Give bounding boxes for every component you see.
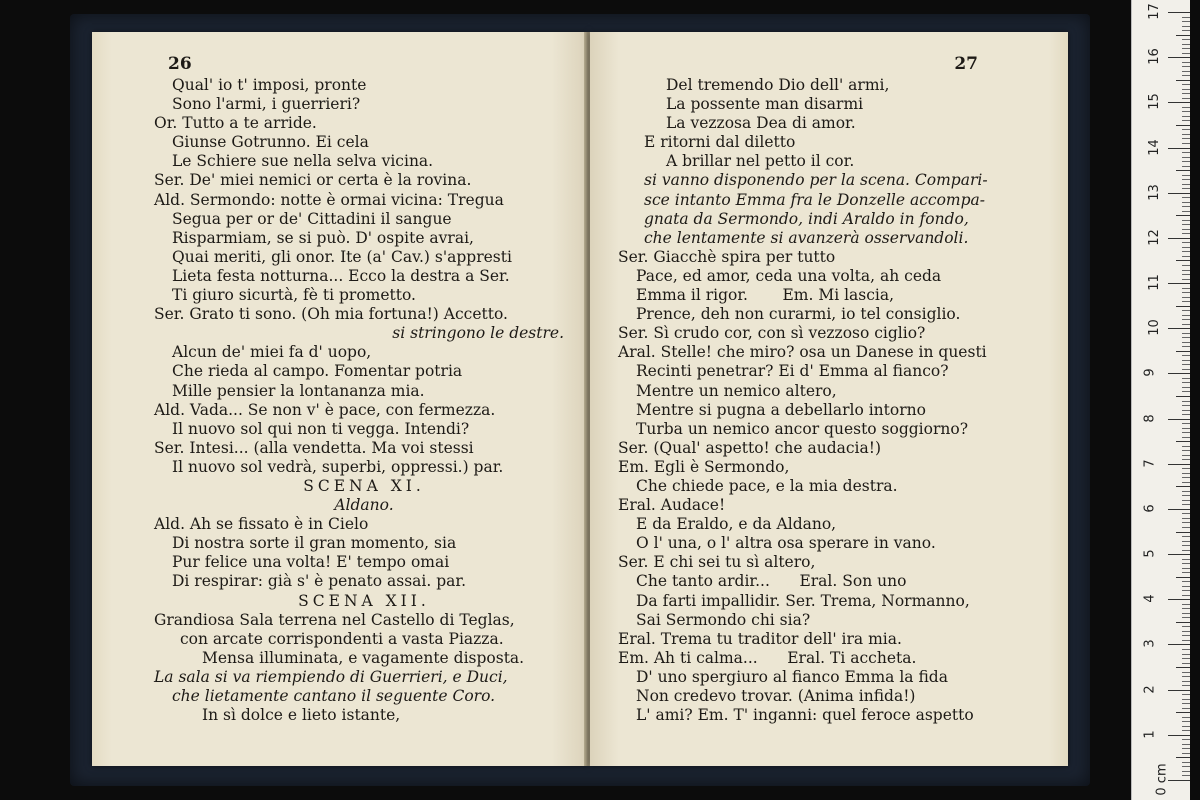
ruler-tick: [1182, 423, 1190, 424]
ruler-tick: [1182, 491, 1190, 492]
ruler-tick: [1182, 66, 1190, 67]
ruler-tick: [1182, 310, 1190, 311]
text-line: Aral. Stelle! che miro? osa un Danese in questi: [618, 343, 987, 362]
ruler-tick: [1176, 260, 1190, 261]
ruler-tick: [1182, 120, 1190, 121]
text-line: che lentamente si avanzerà osservandoli.: [644, 228, 969, 247]
ruler-tick: [1182, 572, 1190, 573]
right-page-text: [618, 76, 1058, 725]
text-line: Il nuovo sol qui non ti vegga. Intendi?: [172, 419, 470, 438]
text-line: Ser. E chi sei tu sì altero,: [618, 553, 816, 572]
text-line: Em. Egli è Sermondo,: [618, 457, 790, 476]
ruler-tick: [1182, 401, 1190, 402]
ruler-tick: [1176, 396, 1190, 397]
ruler-tick: [1182, 378, 1190, 379]
ruler-tick: [1182, 649, 1190, 650]
ruler-tick: [1182, 563, 1190, 564]
ruler-tick: [1182, 188, 1190, 189]
ruler-tick: [1182, 753, 1190, 754]
ruler-tick: [1182, 450, 1190, 451]
ruler-tick: [1168, 464, 1190, 465]
text-line: E da Eraldo, e da Aldano,: [636, 515, 837, 534]
ruler-tick: [1182, 626, 1190, 627]
ruler-tick: [1182, 541, 1190, 542]
ruler-tick: [1182, 98, 1190, 99]
ruler-tick: [1182, 211, 1190, 212]
ruler-tick: [1176, 80, 1190, 81]
text-line: Ser. (Qual' aspetto! che audacia!): [618, 438, 882, 457]
text-line: si vanno disponendo per la scena. Compari-: [644, 171, 988, 190]
text-line: Segua per or de' Cittadini il sangue: [172, 209, 452, 228]
ruler-tick: [1182, 581, 1190, 582]
text-line: Che tanto ardir... Eral. Son uno: [636, 572, 907, 591]
ruler-tick: [1182, 30, 1190, 31]
text-line: E ritorni dal diletto: [644, 133, 796, 152]
text-line: con arcate corrispondenti a vasta Piazza.: [180, 629, 504, 648]
ruler-tick: [1176, 351, 1190, 352]
ruler-tick: [1182, 179, 1190, 180]
ruler-tick: [1182, 500, 1190, 501]
text-line: Non credevo trovar. (Anima infida!): [636, 687, 916, 705]
ruler-tick: [1182, 414, 1190, 415]
ruler-label: 17: [1146, 3, 1162, 20]
ruler-tick: [1182, 775, 1190, 776]
ruler-label: 15: [1146, 93, 1162, 111]
ruler-tick: [1176, 577, 1190, 578]
ruler-tick: [1182, 473, 1190, 474]
ruler-tick: [1182, 346, 1190, 347]
ruler-tick: [1168, 690, 1190, 691]
ruler-tick: [1182, 166, 1190, 167]
ruler-label: 13: [1146, 183, 1162, 201]
text-line: Ser. Intesi... (alla vendetta. Ma voi stessi: [154, 438, 474, 457]
text-line: Eral. Trema tu traditor dell' ira mia.: [618, 629, 902, 648]
ruler-tick: [1182, 527, 1190, 528]
ruler-tick: [1182, 152, 1190, 153]
ruler-tick: [1182, 134, 1190, 135]
text-line: Di nostra sorte il gran momento, sia: [172, 534, 457, 553]
ruler-tick: [1182, 595, 1190, 596]
ruler-tick: [1182, 75, 1190, 76]
ruler-tick: [1182, 703, 1190, 704]
ruler-tick: [1182, 251, 1190, 252]
text-line: Mentre si pugna a debellarlo intorno: [636, 400, 926, 419]
text-line: Il nuovo sol vedrà, superbi, oppressi.) par.: [172, 457, 504, 476]
text-line: Che rieda al campo. Fomentar potria: [172, 362, 463, 381]
ruler-label: 12: [1146, 229, 1162, 246]
text-line: Recinti penetrar? Ei d' Emma al fianco?: [636, 362, 949, 381]
ruler-tick: [1168, 193, 1190, 194]
ruler-tick: [1182, 364, 1190, 365]
ruler-tick: [1182, 143, 1190, 144]
ruler-tick: [1182, 663, 1190, 664]
text-line: Ald. Vada... Se non v' è pace, con fermezza.: [154, 400, 496, 419]
ruler-tick: [1182, 224, 1190, 225]
ruler-tick: [1182, 48, 1190, 49]
ruler-label: 11: [1146, 274, 1162, 291]
ruler-tick: [1182, 197, 1190, 198]
ruler-tick: [1168, 644, 1190, 645]
ruler-tick: [1182, 107, 1190, 108]
ruler-tick: [1182, 161, 1190, 162]
ruler-tick: [1182, 175, 1190, 176]
ruler-tick: [1182, 522, 1190, 523]
ruler-tick: [1182, 337, 1190, 338]
ruler-tick: [1182, 391, 1190, 392]
ruler-tick: [1176, 35, 1190, 36]
ruler-tick: [1182, 726, 1190, 727]
ruler-tick: [1182, 586, 1190, 587]
text-line: Da farti impallidir. Ser. Trema, Normanno,: [636, 591, 970, 610]
text-line: Pur felice una volta! E' tempo omai: [172, 553, 450, 572]
text-line: SCENA XII.: [298, 591, 430, 610]
ruler-tick: [1182, 206, 1190, 207]
ruler-tick: [1168, 57, 1190, 58]
ruler-tick: [1176, 306, 1190, 307]
text-line: che lietamente cantano il seguente Coro.: [172, 687, 496, 705]
ruler-tick: [1182, 428, 1190, 429]
ruler-tick: [1182, 270, 1190, 271]
ruler-tick: [1176, 441, 1190, 442]
ruler-tick: [1176, 486, 1190, 487]
ruler-tick: [1182, 608, 1190, 609]
ruler-tick: [1182, 355, 1190, 356]
text-line: Mille pensier la lontananza mia.: [172, 381, 425, 400]
ruler-tick: [1182, 495, 1190, 496]
ruler-tick: [1176, 532, 1190, 533]
left-page: [92, 32, 588, 766]
ruler-tick: [1182, 62, 1190, 63]
ruler-tick: [1168, 509, 1190, 510]
ruler-tick: [1182, 468, 1190, 469]
text-line: L' ami? Em. T' inganni: quel feroce aspetto: [636, 706, 974, 725]
text-line: Mentre un nemico altero,: [636, 381, 837, 400]
ruler-tick: [1176, 622, 1190, 623]
ruler-tick: [1182, 504, 1190, 505]
ruler-tick: [1176, 125, 1190, 126]
ruler-tick: [1182, 324, 1190, 325]
ruler-tick: [1182, 545, 1190, 546]
ruler-tick: [1182, 550, 1190, 551]
ruler-tick: [1168, 328, 1190, 329]
ruler-tick: [1182, 279, 1190, 280]
ruler-tick: [1182, 84, 1190, 85]
ruler-tick: [1182, 410, 1190, 411]
ruler-tick: [1182, 256, 1190, 257]
ruler-tick: [1182, 229, 1190, 230]
ruler-tick: [1182, 242, 1190, 243]
ruler-tick: [1182, 382, 1190, 383]
text-line: Sai Sermondo chi sia?: [636, 610, 811, 629]
ruler-label: 3: [1142, 639, 1158, 649]
text-line: Le Schiere sue nella selva vicina.: [172, 152, 434, 171]
text-line: Giunse Gotrunno. Ei cela: [172, 133, 369, 152]
ruler-tick: [1182, 708, 1190, 709]
ruler-tick: [1182, 247, 1190, 248]
ruler-tick: [1182, 631, 1190, 632]
ruler-tick: [1176, 215, 1190, 216]
ruler-tick: [1182, 301, 1190, 302]
ruler-tick: [1182, 762, 1190, 763]
ruler-tick: [1182, 44, 1190, 45]
ruler-tick: [1182, 590, 1190, 591]
text-line: SCENA XI.: [303, 476, 425, 495]
ruler-tick: [1182, 21, 1190, 22]
ruler-tick: [1182, 437, 1190, 438]
text-line: La sala si va riempiendo di Guerrieri, e Duci,: [154, 667, 508, 686]
ruler-tick: [1168, 238, 1190, 239]
ruler-label: 6: [1142, 504, 1158, 513]
text-line: Quai meriti, gli onor. Ite (a' Cav.) s'appresti: [172, 247, 512, 266]
ruler-tick: [1182, 766, 1190, 767]
ruler-tick: [1182, 739, 1190, 740]
ruler-tick: [1182, 699, 1190, 700]
ruler-tick: [1182, 685, 1190, 686]
text-line: Aldano.: [334, 496, 394, 515]
text-line: gnata da Sermondo, indi Araldo in fondo,: [644, 209, 969, 228]
ruler-tick: [1182, 477, 1190, 478]
text-line: La possente man disarmi: [666, 95, 864, 114]
ruler-label: 5: [1142, 549, 1158, 558]
text-line: Di respirar: già s' è penato assai. par.: [172, 572, 467, 591]
page-number: 26: [168, 54, 192, 74]
ruler-tick: [1182, 111, 1190, 112]
text-line: Ser. De' miei nemici or certa è la rovina.: [154, 171, 472, 190]
measuring-ruler: [1131, 0, 1190, 800]
ruler-tick: [1182, 116, 1190, 117]
ruler-tick: [1182, 274, 1190, 275]
page-number: 27: [954, 54, 978, 74]
left-page-text: [154, 76, 574, 725]
ruler-tick: [1182, 482, 1190, 483]
ruler-tick: [1168, 599, 1190, 600]
ruler-tick: [1168, 735, 1190, 736]
text-line: Eral. Audace!: [618, 496, 726, 515]
ruler-tick: [1182, 360, 1190, 361]
ruler-tick: [1168, 12, 1190, 13]
ruler-tick: [1182, 184, 1190, 185]
ruler-tick: [1182, 635, 1190, 636]
text-line: Sono l'armi, i guerrieri?: [172, 95, 361, 114]
ruler-label: 4: [1142, 594, 1158, 603]
ruler-tick: [1182, 288, 1190, 289]
ruler-tick: [1182, 613, 1190, 614]
ruler-tick: [1182, 744, 1190, 745]
ruler-tick: [1182, 89, 1190, 90]
ruler-tick: [1182, 387, 1190, 388]
ruler-tick: [1182, 676, 1190, 677]
ruler-tick: [1182, 315, 1190, 316]
ruler-tick: [1176, 757, 1190, 758]
ruler-tick: [1182, 717, 1190, 718]
ruler-label: 16: [1146, 48, 1162, 65]
ruler-tick: [1182, 681, 1190, 682]
ruler-tick: [1182, 71, 1190, 72]
ruler-label: 0 cm: [1154, 763, 1170, 796]
text-line: Turba un nemico ancor questo soggiorno?: [636, 419, 969, 438]
text-line: Che chiede pace, e la mia destra.: [636, 476, 898, 495]
ruler-tick: [1182, 694, 1190, 695]
ruler-tick: [1182, 39, 1190, 40]
ruler-tick: [1182, 446, 1190, 447]
ruler-tick: [1182, 455, 1190, 456]
text-line: Em. Ah ti calma... Eral. Ti accheta.: [618, 648, 917, 667]
ruler-tick: [1182, 604, 1190, 605]
ruler-tick: [1182, 617, 1190, 618]
text-line: Ald. Ah se fissato è in Cielo: [154, 515, 369, 534]
ruler-tick: [1176, 712, 1190, 713]
ruler-tick: [1182, 369, 1190, 370]
text-line: Ser. Sì crudo cor, con sì vezzoso ciglio?: [618, 324, 926, 343]
ruler-tick: [1182, 129, 1190, 130]
text-line: Pace, ed amor, ceda una volta, ah ceda: [636, 266, 942, 285]
ruler-tick: [1182, 220, 1190, 221]
ruler-tick: [1182, 536, 1190, 537]
ruler-tick: [1182, 748, 1190, 749]
text-line: Del tremendo Dio dell' armi,: [666, 76, 890, 94]
ruler-tick: [1182, 17, 1190, 18]
ruler-tick: [1182, 292, 1190, 293]
ruler-tick: [1182, 138, 1190, 139]
ruler-tick: [1182, 432, 1190, 433]
ruler-tick: [1182, 518, 1190, 519]
ruler-tick: [1168, 148, 1190, 149]
ruler-tick: [1182, 730, 1190, 731]
text-line: O l' una, o l' altra osa sperare in vano.: [636, 534, 936, 553]
text-line: Emma il rigor. Em. Mi lascia,: [636, 286, 895, 305]
ruler-tick: [1182, 405, 1190, 406]
ruler-tick: [1182, 319, 1190, 320]
ruler-label: 1: [1142, 730, 1158, 739]
ruler-tick: [1168, 102, 1190, 103]
text-line: Mensa illuminata, e vagamente disposta.: [202, 648, 525, 667]
ruler-tick: [1168, 373, 1190, 374]
text-line: In sì dolce e lieto istante,: [202, 706, 401, 725]
text-line: D' uno spergiuro al fianco Emma la fida: [636, 667, 948, 686]
text-line: A brillar nel petto il cor.: [666, 152, 855, 171]
ruler-tick: [1182, 233, 1190, 234]
ruler-label: 8: [1142, 413, 1158, 423]
ruler-tick: [1182, 672, 1190, 673]
ruler-tick: [1182, 93, 1190, 94]
ruler-tick: [1168, 283, 1190, 284]
ruler-label: 2: [1142, 685, 1158, 694]
ruler-tick: [1182, 513, 1190, 514]
ruler-tick: [1182, 568, 1190, 569]
ruler-tick: [1182, 559, 1190, 560]
ruler-tick: [1182, 342, 1190, 343]
ruler-label: 9: [1142, 368, 1158, 378]
right-page: [590, 32, 1068, 766]
ruler-label: 7: [1142, 459, 1158, 468]
ruler-tick: [1176, 667, 1190, 668]
ruler-tick: [1182, 265, 1190, 266]
ruler-tick: [1182, 721, 1190, 722]
ruler-tick: [1182, 157, 1190, 158]
ruler-label: 14: [1146, 138, 1162, 156]
ruler-tick: [1182, 771, 1190, 772]
text-line: Qual' io t' imposi, pronte: [172, 76, 367, 94]
text-line: Ti giuro sicurtà, fè ti prometto.: [172, 286, 416, 305]
text-line: Ser. Grato ti sono. (Oh mia fortuna!) Accetto.: [154, 305, 508, 324]
ruler-tick: [1168, 780, 1190, 781]
ruler-tick: [1182, 654, 1190, 655]
ruler-tick: [1168, 554, 1190, 555]
text-line: Ser. Giacchè spira per tutto: [618, 247, 836, 266]
text-line: Lieta festa notturna... Ecco la destra a Ser.: [172, 266, 510, 285]
ruler-tick: [1182, 26, 1190, 27]
text-line: Ald. Sermondo: notte è ormai vicina: Tregua: [154, 190, 504, 209]
ruler-tick: [1182, 459, 1190, 460]
ruler-tick: [1182, 202, 1190, 203]
text-line: Prence, deh non curarmi, io tel consiglio.: [636, 305, 961, 324]
text-line: Alcun de' miei fa d' uopo,: [172, 343, 372, 362]
ruler-tick: [1182, 640, 1190, 641]
ruler-tick: [1176, 170, 1190, 171]
text-line: La vezzosa Dea di amor.: [666, 114, 856, 133]
ruler-tick: [1182, 53, 1190, 54]
text-line: sce intanto Emma fra le Donzelle accompa-: [644, 190, 985, 209]
text-line: Risparmiam, se si può. D' ospite avrai,: [172, 228, 474, 247]
ruler-label: 10: [1146, 319, 1162, 337]
ruler-tick: [1182, 297, 1190, 298]
text-line: Grandiosa Sala terrena nel Castello di Teglas,: [154, 610, 515, 629]
ruler-tick: [1168, 419, 1190, 420]
text-line: si stringono le destre.: [392, 324, 564, 343]
ruler-tick: [1182, 658, 1190, 659]
text-line: Or. Tutto a te arride.: [154, 114, 317, 133]
ruler-tick: [1182, 333, 1190, 334]
